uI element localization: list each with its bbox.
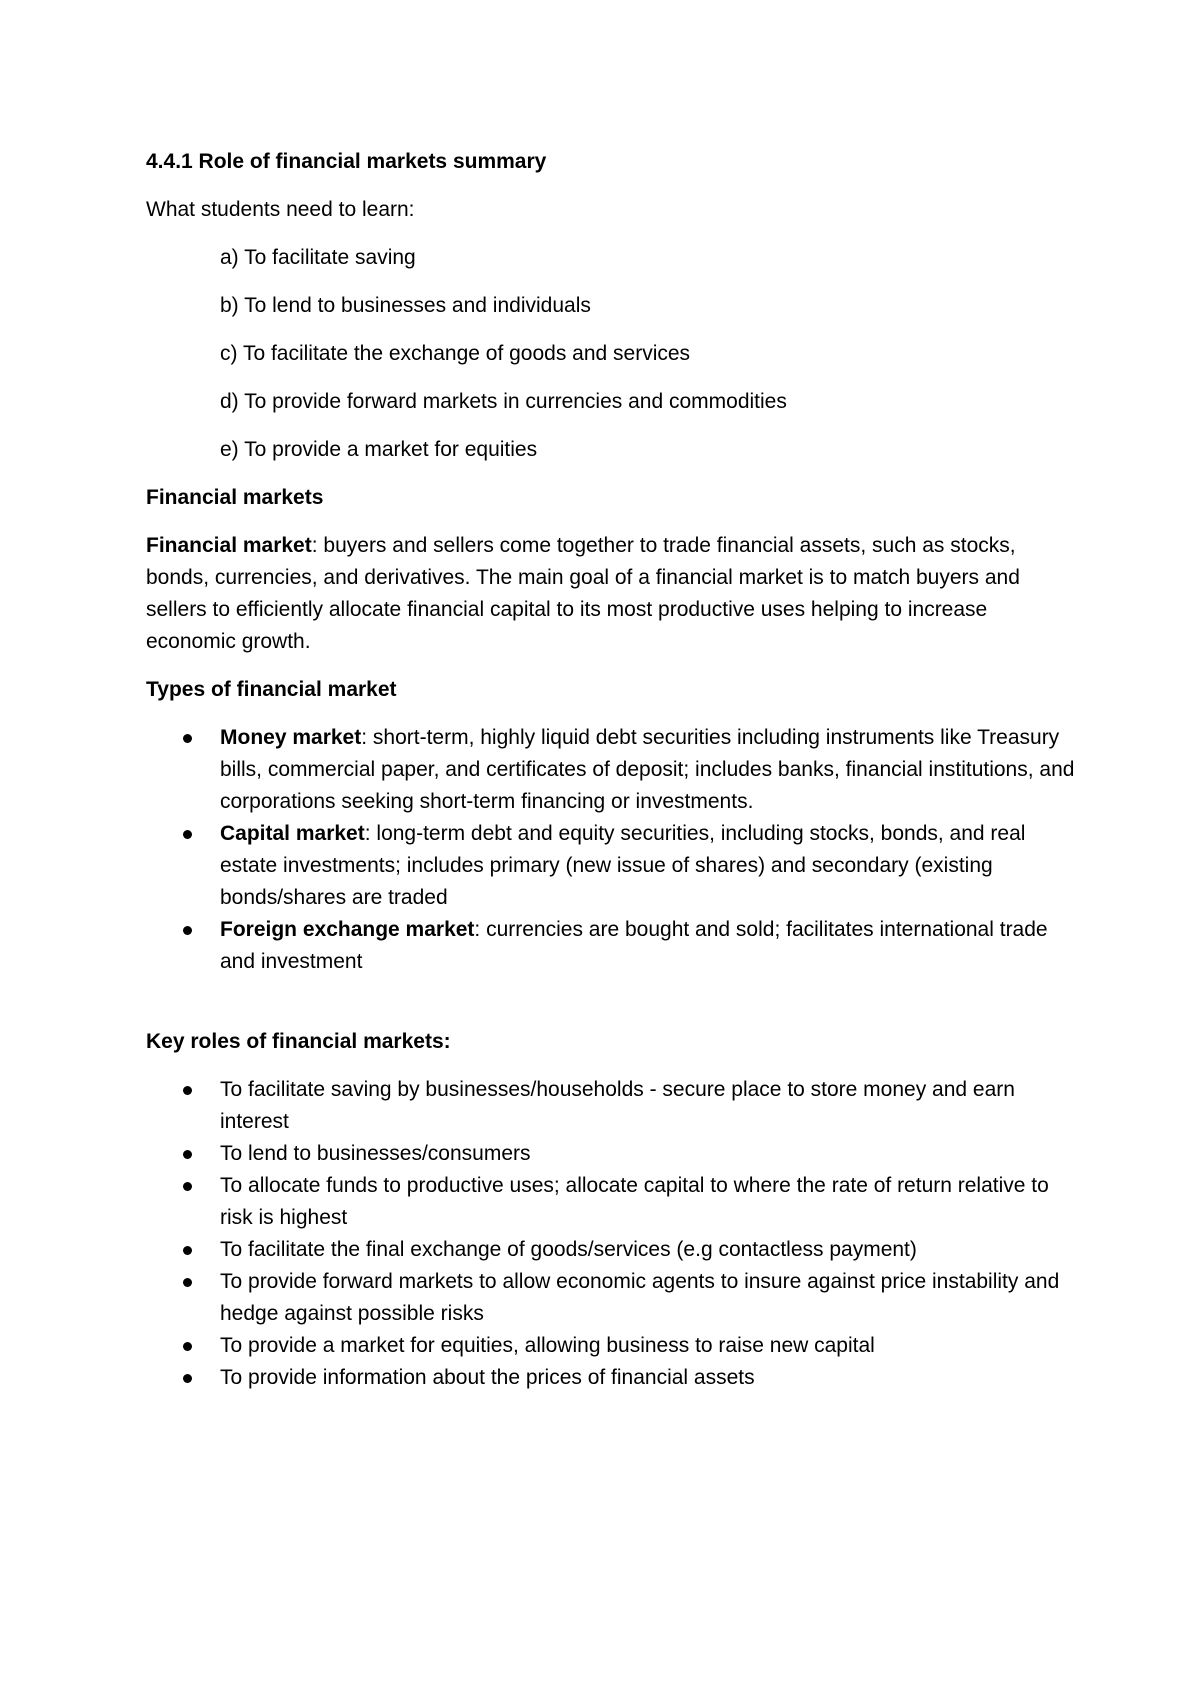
- bullet-icon: [183, 926, 192, 935]
- list-item: [146, 1234, 1076, 1266]
- role-text: To lend to businesses/consumers: [220, 1142, 531, 1165]
- list-item: [146, 1170, 1076, 1234]
- learn-item: a) To facilitate saving: [220, 246, 416, 269]
- type-text: : long-term debt and equity securities, including stocks, bonds, and real estate investments; includes primary (new issue of shares) and secondary (existing bonds/shares are traded: [220, 822, 1026, 909]
- bullet-icon: [183, 830, 192, 839]
- bullet-icon: [183, 1342, 192, 1351]
- role-text: To facilitate saving by businesses/households - secure place to store money and earn interest: [220, 1078, 1015, 1133]
- document-heading: 4.4.1 Role of financial markets summary: [146, 150, 547, 173]
- type-text: : short-term, highly liquid debt securities including instruments like Treasury bills, commercial paper, and certificates of deposit; includes banks, financial institutions, and corporations seeking short-term financing or investments.: [220, 726, 1075, 813]
- list-item: [146, 1266, 1076, 1330]
- intro-text: What students need to learn:: [146, 198, 415, 221]
- list-item: [146, 1074, 1076, 1138]
- type-text: : currencies are bought and sold; facilitates international trade and investment: [220, 918, 1048, 973]
- spacer: [146, 978, 1076, 1026]
- definition-term: Financial market: [146, 534, 312, 557]
- list-item: [146, 722, 1076, 818]
- role-text: To allocate funds to productive uses; allocate capital to where the rate of return relative to risk is highest: [220, 1174, 1049, 1229]
- role-text: To facilitate the final exchange of goods/services (e.g contactless payment): [220, 1238, 917, 1261]
- role-text: To provide a market for equities, allowing business to raise new capital: [220, 1334, 875, 1357]
- financial-markets-heading: Financial markets: [146, 486, 324, 509]
- bullet-icon: [183, 1150, 192, 1159]
- bullet-icon: [183, 1246, 192, 1255]
- type-term: Foreign exchange market: [220, 918, 475, 941]
- financial-market-definition: [146, 530, 1076, 658]
- role-text: To provide information about the prices of financial assets: [220, 1366, 755, 1389]
- list-item: [146, 914, 1076, 978]
- list-item: [146, 818, 1076, 914]
- list-item: [146, 1330, 1076, 1362]
- list-item: [146, 1138, 1076, 1170]
- types-list: [146, 722, 1076, 978]
- bullet-icon: [183, 1374, 192, 1383]
- bullet-icon: [183, 1278, 192, 1287]
- document-page: [146, 146, 1076, 1394]
- learn-item: e) To provide a market for equities: [220, 438, 538, 461]
- learn-item: c) To facilitate the exchange of goods and services: [220, 342, 691, 365]
- bullet-icon: [183, 1182, 192, 1191]
- list-item: [146, 1362, 1076, 1394]
- definition-text: : buyers and sellers come together to trade financial assets, such as stocks, bonds, currencies, and derivatives. The main goal of a financial market is to match buyers and sellers to efficiently allocate financial capital to its most productive uses helping to increase economic growth.: [146, 534, 1020, 653]
- types-heading: Types of financial market: [146, 678, 397, 701]
- learn-item: b) To lend to businesses and individuals: [220, 294, 591, 317]
- type-term: Money market: [220, 726, 362, 749]
- bullet-icon: [183, 734, 192, 743]
- type-term: Capital market: [220, 822, 365, 845]
- role-text: To provide forward markets to allow economic agents to insure against price instability and hedge against possible risks: [220, 1270, 1060, 1325]
- learn-item: d) To provide forward markets in currencies and commodities: [220, 390, 787, 413]
- key-roles-heading: Key roles of financial markets:: [146, 1030, 451, 1053]
- bullet-icon: [183, 1086, 192, 1095]
- key-roles-list: [146, 1074, 1076, 1394]
